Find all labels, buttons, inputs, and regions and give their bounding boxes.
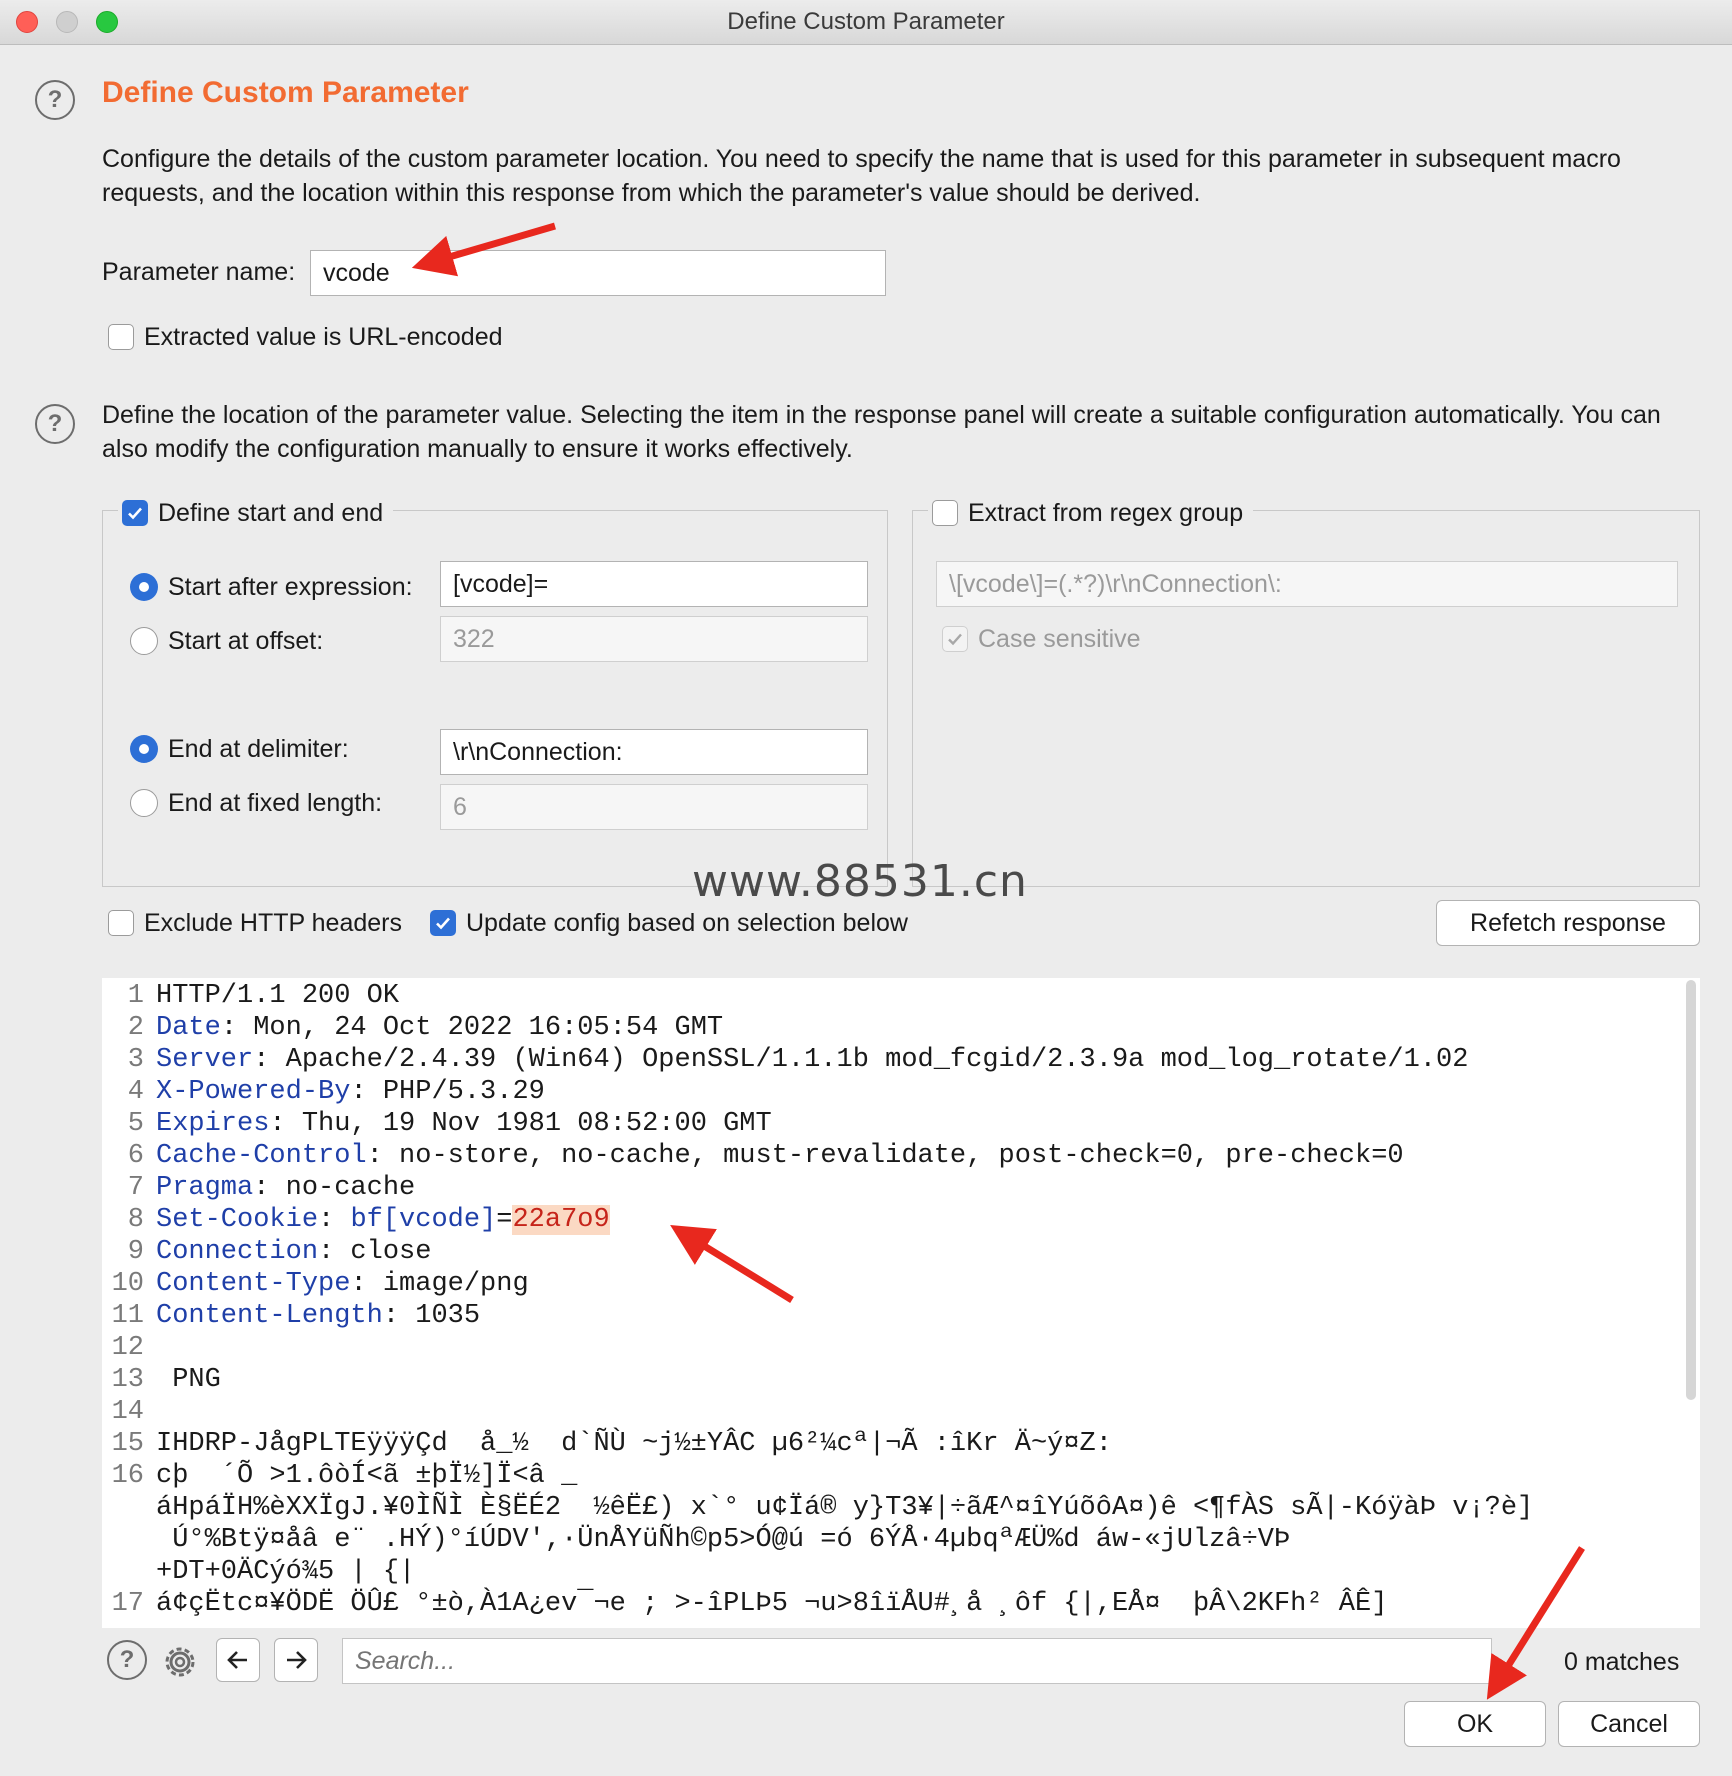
line-text: : PHP/5.3.29 xyxy=(350,1077,545,1107)
line-text: : Thu, 19 Nov 1981 08:52:00 GMT xyxy=(269,1109,772,1139)
cookie-value-highlight[interactable]: 22a7o9 xyxy=(512,1205,610,1235)
header-name: Expires xyxy=(156,1109,270,1139)
match-count: 0 matches xyxy=(1564,1648,1680,1676)
location-text: Define the location of the parameter value. Selecting the item in the response panel will create a suitable configuration automatically. You can also modify the configuration manually to ensure it works effectively. xyxy=(102,401,1661,463)
intro-text: Configure the details of the custom parameter location. You need to specify the name that is used for this parameter in subsequent macro requests, and the location within this response from which the parameter's value should be derived. xyxy=(102,145,1621,207)
window-title: Define Custom Parameter xyxy=(727,8,1005,35)
header-name: Content-Type xyxy=(156,1269,351,1299)
line-text: HTTP/1.1 200 OK xyxy=(156,981,400,1011)
parameter-name-input[interactable]: vcode xyxy=(310,250,886,296)
cookie-equals: = xyxy=(496,1205,513,1235)
header-name: Cache-Control xyxy=(156,1141,367,1171)
line-number: 15 xyxy=(111,1429,144,1459)
line-text: : image/png xyxy=(350,1269,529,1299)
line-text: : close xyxy=(318,1237,432,1267)
header-name: Pragma xyxy=(156,1173,254,1203)
start-offset-label: Start at offset: xyxy=(168,627,324,655)
line-number: 4 xyxy=(127,1077,144,1107)
header-name: Connection xyxy=(156,1237,319,1267)
start-after-input[interactable]: [vcode]= xyxy=(440,561,868,607)
cookie-name: bf[vcode] xyxy=(350,1205,497,1235)
header-name: Date xyxy=(156,1013,221,1043)
update-config-label: Update config based on selection below xyxy=(466,909,908,937)
start-after-label: Start after expression: xyxy=(168,573,413,601)
line-text: áHpáÏH%èXXÏgJ.¥0ÌÑÌ È§ËÉ2 ½êË£) x`° u¢Ïá® y}T3¥|÷ãÆ^¤îYúõôA¤)ê <¶fÀS sÃ|-KóÿàÞ v¡?è] xyxy=(156,1493,1534,1523)
regex-group-label: Extract from regex group xyxy=(968,498,1244,527)
end-delimiter-label: End at delimiter: xyxy=(168,735,349,763)
arrow-to-parameter-name xyxy=(432,226,555,262)
case-sensitive-label: Case sensitive xyxy=(978,625,1141,653)
header-name: X-Powered-By xyxy=(156,1077,351,1107)
end-delimiter-input[interactable]: \r\nConnection: xyxy=(440,729,868,775)
line-number: 7 xyxy=(127,1173,144,1203)
end-fixed-input[interactable]: 6 xyxy=(440,784,868,830)
line-number: 16 xyxy=(111,1461,144,1491)
line-number: 10 xyxy=(111,1269,144,1299)
start-offset-input[interactable]: 322 xyxy=(440,616,868,662)
line-number: 1 xyxy=(127,981,144,1011)
watermark: www.88531.cn xyxy=(692,856,1028,907)
define-start-end-label: Define start and end xyxy=(158,498,384,527)
refetch-response-button[interactable]: Refetch response xyxy=(1436,900,1700,946)
line-text: PNG xyxy=(156,1365,221,1395)
header-name: Content-Length xyxy=(156,1301,383,1331)
line-text: : 1035 xyxy=(382,1301,481,1331)
url-encoded-label: Extracted value is URL-encoded xyxy=(144,323,503,351)
line-number: 3 xyxy=(127,1045,144,1075)
line-number: 9 xyxy=(127,1237,144,1267)
line-text: á¢çËtc¤¥ÖDË ÖÛ£ °±ò,À1A¿ev¯¬e ; >-îPLÞ5 ¬u>8îïÅU#¸å ¸ôf {|,EÅ¤ þÂ\2KFh² ÂÊ] xyxy=(156,1589,1388,1619)
line-number: 11 xyxy=(111,1301,144,1331)
header-name: Server xyxy=(156,1045,254,1075)
parameter-name-label: Parameter name: xyxy=(102,258,296,286)
line-number: 5 xyxy=(127,1109,144,1139)
help-icon[interactable]: ? xyxy=(107,1640,147,1680)
line-text: +DT+0ÄCýó¾5 | {| xyxy=(156,1557,416,1587)
line-text: : xyxy=(318,1205,351,1235)
line-text: : no-cache xyxy=(253,1173,416,1203)
line-text: : no-store, no-cache, must-revalidate, post-check=0, pre-check=0 xyxy=(366,1141,1404,1171)
line-number: 2 xyxy=(127,1013,144,1043)
line-number: 14 xyxy=(111,1397,144,1427)
ok-button[interactable]: OK xyxy=(1404,1701,1546,1747)
line-number: 6 xyxy=(127,1141,144,1171)
page-title: Define Custom Parameter xyxy=(102,76,469,109)
line-text: cþ ´Õ >1.ôòÍ<ã ±þÏ½]Ï<â _ xyxy=(156,1461,578,1491)
line-number: 17 xyxy=(111,1589,144,1619)
line-number: 8 xyxy=(127,1205,144,1235)
header-name: Set-Cookie xyxy=(156,1205,319,1235)
line-number: 13 xyxy=(111,1365,144,1395)
help-icon[interactable]: ? xyxy=(35,404,75,444)
line-number: 12 xyxy=(111,1333,144,1363)
line-text: Ú°%Btÿ¤åâ e¨ .HÝ)°íÚDV',·ÜnÅYüÑh©p5>Ó@ú =ó 6ÝÅ·4µbqªÆÜ%d áw-«jUlzâ÷VÞ xyxy=(156,1525,1291,1555)
exclude-headers-label: Exclude HTTP headers xyxy=(144,909,402,937)
line-text: IHDRP-JågPLTEÿÿÿÇd å_½ d`ÑÙ ~j½±YÂC µ6²¼cª|¬Ã :îKr Ä~ý¤Z: xyxy=(156,1429,1112,1459)
arrow-to-cookie-value xyxy=(688,1236,792,1300)
help-icon[interactable]: ? xyxy=(35,80,75,120)
line-text: : Mon, 24 Oct 2022 16:05:54 GMT xyxy=(220,1013,724,1043)
line-text: : Apache/2.4.39 (Win64) OpenSSL/1.1.1b mod_fcgid/2.3.9a mod_log_rotate/1.02 xyxy=(253,1045,1469,1075)
arrow-to-ok-button xyxy=(1498,1548,1582,1682)
regex-input[interactable]: \[vcode\]=(.*?)\r\nConnection\: xyxy=(936,561,1678,607)
end-fixed-label: End at fixed length: xyxy=(168,789,383,817)
cancel-button[interactable]: Cancel xyxy=(1558,1701,1700,1747)
